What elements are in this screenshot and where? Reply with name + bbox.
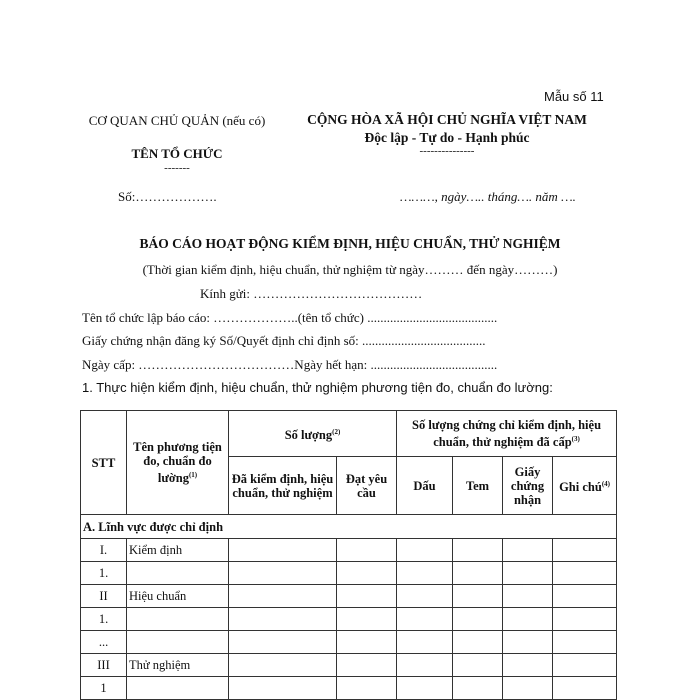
field-org-report: Tên tổ chức lập báo cáo: ………………..(tên tổ chức) ........................................ (82, 310, 498, 325)
row-cell (453, 631, 503, 654)
row-cell (229, 677, 337, 700)
row-cell (503, 608, 553, 631)
row-name (127, 677, 229, 700)
row-cell (397, 562, 453, 585)
row-stt: II (81, 585, 127, 608)
row-cell (453, 677, 503, 700)
table-row (81, 562, 617, 585)
row-cell (503, 562, 553, 585)
row-cell (453, 654, 503, 677)
national-motto: Độc lập - Tự do - Hạnh phúc (364, 130, 530, 145)
row-cell (503, 539, 553, 562)
addressee: Kính gửi: ………………………………… (200, 286, 423, 301)
row-cell (397, 608, 453, 631)
row-stt: III (81, 654, 127, 677)
row-cell (337, 608, 397, 631)
row-name: Kiểm định (127, 539, 229, 562)
header-verified: Đã kiểm định, hiệu chuẩn, thử nghiệm (229, 457, 337, 515)
row-cell (229, 654, 337, 677)
row-cell (337, 654, 397, 677)
row-name: Thử nghiệm (127, 654, 229, 677)
row-cell (397, 585, 453, 608)
section-1-heading: 1. Thực hiện kiểm định, hiệu chuẩn, thử nghiệm phương tiện đo, chuẩn đo lường: (82, 380, 553, 395)
header-name: Tên phương tiện đo, chuẩn đo lường$^{(1)}$ (127, 411, 229, 515)
row-cell (453, 608, 503, 631)
row-cell (397, 677, 453, 700)
row-cell (337, 585, 397, 608)
table-row (81, 654, 617, 677)
header-stamp: Dấu (397, 457, 453, 515)
row-name: Hiệu chuẩn (127, 585, 229, 608)
row-cell (337, 562, 397, 585)
row-cell (337, 631, 397, 654)
row-cell (553, 585, 617, 608)
document-number: Số:………………. (118, 189, 217, 204)
header-issued: Số lượng chứng chỉ kiểm định, hiệu chuẩn, thử nghiệm đã cấp$^{(3)}$ (397, 411, 617, 457)
report-title: BÁO CÁO HOẠT ĐỘNG KIỂM ĐỊNH, HIỆU CHUẨN, THỬ NGHIỆM (139, 236, 561, 251)
organization-name: TÊN TỔ CHỨC (131, 146, 223, 161)
row-name (127, 631, 229, 654)
table-row (81, 631, 617, 654)
organization-underline: ------- (164, 162, 190, 174)
table-row (81, 585, 617, 608)
header-passed: Đạt yêu cầu (337, 457, 397, 515)
row-cell (553, 562, 617, 585)
row-cell (397, 539, 453, 562)
row-stt: 1. (81, 562, 127, 585)
row-cell (453, 539, 503, 562)
row-cell (229, 585, 337, 608)
row-cell (503, 585, 553, 608)
row-cell (553, 631, 617, 654)
row-cell (453, 585, 503, 608)
field-certificate: Giấy chứng nhận đăng ký Số/Quyết định chỉ định số: ...................................... (82, 333, 486, 348)
row-cell (503, 654, 553, 677)
table-row (81, 539, 617, 562)
field-dates: Ngày cấp: ………………………………Ngày hết hạn: ....................................... (82, 357, 498, 372)
header-quantity: Số lượng$^{(2)}$ (229, 411, 397, 457)
report-table (80, 410, 617, 700)
row-cell (553, 608, 617, 631)
row-name (127, 562, 229, 585)
row-cell (453, 562, 503, 585)
row-cell (229, 631, 337, 654)
row-cell (553, 654, 617, 677)
date-line: ………, ngày….. tháng…. năm …. (400, 189, 576, 204)
row-cell (229, 562, 337, 585)
row-stt: 1. (81, 608, 127, 631)
row-cell (503, 677, 553, 700)
row-stt: 1 (81, 677, 127, 700)
row-cell (553, 677, 617, 700)
header-label: Tem (453, 457, 503, 515)
header-stt: STT (81, 411, 127, 515)
agency-name: CƠ QUAN CHỦ QUẢN (nếu có) (88, 113, 266, 128)
country-name: CỘNG HÒA XÃ HỘI CHỦ NGHĨA VIỆT NAM (307, 112, 587, 127)
form-number: Mẫu số 11 (544, 89, 604, 104)
row-cell (337, 677, 397, 700)
row-cell (337, 539, 397, 562)
row-cell (229, 608, 337, 631)
row-cell (553, 539, 617, 562)
row-stt: I. (81, 539, 127, 562)
row-cell (397, 654, 453, 677)
table-row (81, 608, 617, 631)
row-cell (503, 631, 553, 654)
header-note: Ghi chú$^{(4)}$ (553, 457, 617, 515)
report-subtitle: (Thời gian kiểm định, hiệu chuẩn, thử nghiệm từ ngày……… đến ngày………) (142, 262, 558, 277)
row-name (127, 608, 229, 631)
section-a-row: A. Lĩnh vực được chỉ định (81, 515, 617, 539)
row-cell (229, 539, 337, 562)
row-stt: ... (81, 631, 127, 654)
table-body (81, 539, 617, 700)
row-cell (397, 631, 453, 654)
header-certificate: Giấy chứng nhận (503, 457, 553, 515)
table-row (81, 677, 617, 700)
motto-underline: --------------- (419, 145, 475, 157)
